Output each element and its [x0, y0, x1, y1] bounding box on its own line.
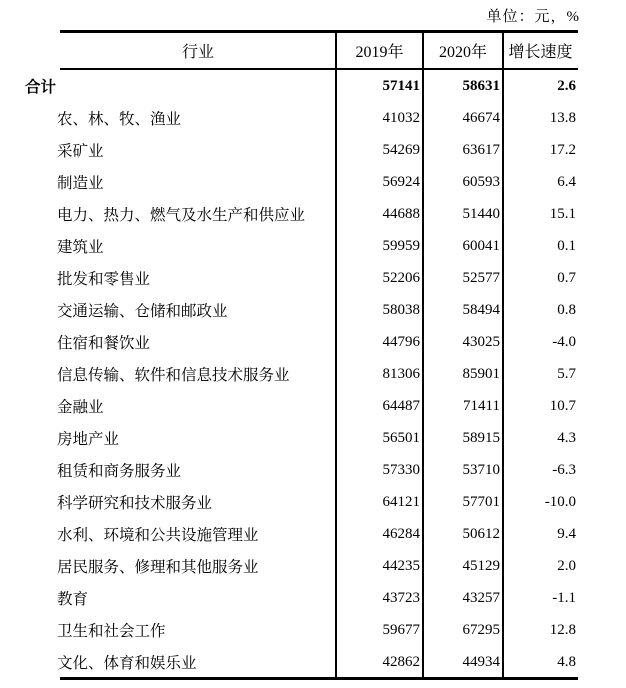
value-2019-cell: 64487 — [382, 397, 420, 414]
table-header-row — [25, 33, 578, 68]
value-2020-cell: 63617 — [462, 141, 500, 158]
growth-cell: -6.3 — [552, 461, 576, 478]
table-row — [25, 166, 578, 198]
growth-cell: 4.8 — [557, 653, 576, 670]
value-2019-cell: 58038 — [382, 301, 420, 318]
value-2019-cell: 44688 — [382, 205, 420, 222]
value-2019-cell: 44796 — [382, 333, 420, 350]
value-2019-cell: 42862 — [382, 653, 420, 670]
industry-cell: 建筑业 — [57, 239, 104, 256]
industry-cell: 批发和零售业 — [57, 271, 151, 288]
table-row — [25, 614, 578, 646]
growth-cell: 0.7 — [557, 269, 576, 286]
industry-cell: 科学研究和技术服务业 — [57, 495, 213, 512]
header-growth-rate: 增长速度 — [508, 44, 573, 61]
value-2019-cell: 59677 — [382, 621, 420, 638]
table-row — [25, 518, 578, 550]
value-2020-cell: 58631 — [462, 77, 500, 94]
value-2020-cell: 53710 — [462, 461, 500, 478]
industry-cell: 水利、环境和公共设施管理业 — [57, 527, 259, 544]
industry-cell: 农、林、牧、渔业 — [57, 111, 182, 128]
table-row-total — [25, 70, 578, 102]
value-2020-cell: 46674 — [462, 109, 500, 126]
growth-cell: 5.7 — [557, 365, 576, 382]
industry-cell: 房地产业 — [57, 431, 120, 448]
value-2020-cell: 52577 — [462, 269, 500, 286]
table-row — [25, 454, 578, 486]
unit-label: 单位：元，% — [486, 9, 580, 25]
value-2019-cell: 57330 — [382, 461, 420, 478]
industry-cell: 制造业 — [57, 175, 104, 192]
value-2019-cell: 57141 — [382, 77, 420, 94]
industry-cell: 卫生和社会工作 — [57, 623, 166, 640]
growth-cell: 15.1 — [549, 205, 576, 222]
growth-cell: 2.0 — [557, 557, 576, 574]
growth-cell: 0.8 — [557, 301, 576, 318]
value-2019-cell: 81306 — [382, 365, 420, 382]
value-2020-cell: 43257 — [462, 589, 500, 606]
industry-cell: 教育 — [57, 591, 89, 608]
header-2020: 2020年 — [438, 44, 487, 61]
value-2019-cell: 59959 — [382, 237, 420, 254]
table-row — [25, 134, 578, 166]
value-2020-cell: 71411 — [463, 397, 500, 414]
table-row — [25, 646, 578, 678]
growth-cell: 2.6 — [557, 77, 576, 94]
value-2019-cell: 46284 — [382, 525, 420, 542]
value-2020-cell: 50612 — [462, 525, 500, 542]
value-2020-cell: 58915 — [462, 429, 500, 446]
value-2020-cell: 58494 — [462, 301, 500, 318]
table-row — [25, 550, 578, 582]
industry-cell: 交通运输、仓储和邮政业 — [57, 303, 228, 320]
table-row — [25, 230, 578, 262]
value-2019-cell: 56501 — [382, 429, 420, 446]
industry-cell: 采矿业 — [57, 143, 104, 160]
table-row — [25, 582, 578, 614]
table-row — [25, 422, 578, 454]
value-2019-cell: 56924 — [382, 173, 420, 190]
value-2020-cell: 60593 — [462, 173, 500, 190]
header-2019: 2019年 — [355, 44, 404, 61]
growth-cell: 10.7 — [549, 397, 576, 414]
table-row — [25, 102, 578, 134]
growth-cell: 17.2 — [549, 141, 576, 158]
table-row — [25, 294, 578, 326]
value-2020-cell: 57701 — [462, 493, 500, 510]
value-2019-cell: 52206 — [382, 269, 420, 286]
industry-cell: 信息传输、软件和信息技术服务业 — [57, 367, 290, 384]
growth-cell: -10.0 — [544, 493, 576, 510]
table-row — [25, 486, 578, 518]
value-2019-cell: 64121 — [382, 493, 420, 510]
value-2020-cell: 60041 — [462, 237, 500, 254]
value-2020-cell: 85901 — [462, 365, 500, 382]
table-row — [25, 198, 578, 230]
industry-cell: 合计 — [25, 79, 57, 96]
value-2019-cell: 54269 — [382, 141, 420, 158]
industry-cell: 居民服务、修理和其他服务业 — [57, 559, 259, 576]
growth-cell: 0.1 — [557, 237, 576, 254]
value-2020-cell: 44934 — [462, 653, 500, 670]
value-2020-cell: 45129 — [462, 557, 500, 574]
industry-cell: 电力、热力、燃气及水生产和供应业 — [57, 207, 306, 224]
growth-cell: 6.4 — [557, 173, 576, 190]
table-row — [25, 326, 578, 358]
industry-cell: 租赁和商务服务业 — [57, 463, 182, 480]
value-2019-cell: 43723 — [382, 589, 420, 606]
table-row — [25, 390, 578, 422]
table-row — [25, 262, 578, 294]
value-2020-cell: 51440 — [462, 205, 500, 222]
value-2019-cell: 41032 — [382, 109, 420, 126]
table-row — [25, 358, 578, 390]
growth-cell: -1.1 — [552, 589, 576, 606]
industry-cell: 金融业 — [57, 399, 104, 416]
table-body — [25, 70, 578, 678]
header-industry: 行业 — [181, 44, 214, 61]
growth-cell: 13.8 — [549, 109, 576, 126]
value-2020-cell: 43025 — [462, 333, 500, 350]
growth-cell: -4.0 — [552, 333, 576, 350]
growth-cell: 12.8 — [549, 621, 576, 638]
industry-cell: 住宿和餐饮业 — [57, 335, 151, 352]
value-2019-cell: 44235 — [382, 557, 420, 574]
growth-cell: 9.4 — [557, 525, 576, 542]
industry-cell: 文化、体育和娱乐业 — [57, 655, 197, 672]
growth-cell: 4.3 — [557, 429, 576, 446]
value-2020-cell: 67295 — [462, 621, 500, 638]
